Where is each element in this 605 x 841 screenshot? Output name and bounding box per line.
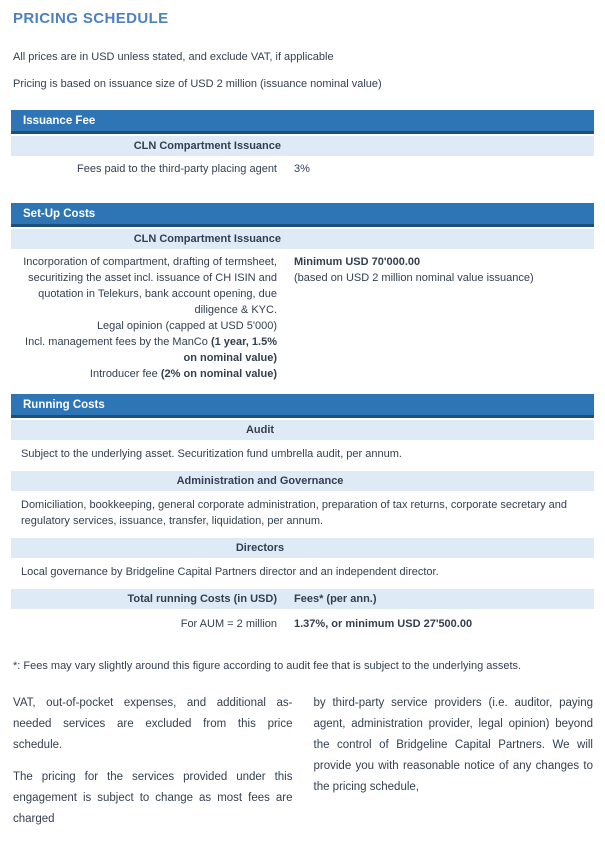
totals-row-value: 1.37%, or minimum USD 27'500.00 — [294, 618, 473, 630]
setup-introducer-fee-bold: (2% on nominal value) — [160, 368, 277, 380]
running-costs-header: Running Costs — [11, 394, 594, 418]
setup-costs-price — [287, 254, 594, 286]
setup-manco-fees-text — [11, 334, 277, 366]
setup-minimum-price: Minimum USD 70'000.00 — [294, 256, 421, 268]
totals-header-value: Fees* (per ann.) — [294, 593, 377, 605]
bottom-right-paragraph-1: by third-party service providers (i.e. auditor, paying agent, administration provider, legal opinion) beyond the control of Bridgeline Capital Partners. We will provide you with reasonable notice of any changes to the pricing schedule, — [313, 697, 593, 793]
issuance-fee-row-value: 3% — [294, 163, 310, 175]
directors-subheader: Directors — [235, 542, 285, 554]
administration-subheader-row — [11, 471, 594, 491]
totals-value-row — [11, 609, 594, 630]
bottom-left-paragraph-1: VAT, out-of-pocket expenses, and additional as-needed services are excluded from this price schedule. — [13, 697, 293, 751]
page-title: PRICING SCHEDULE — [13, 10, 169, 27]
setup-introducer-fee-normal: Introducer fee — [89, 368, 161, 380]
directors-body: Local governance by Bridgeline Capital Partners director and an independent director. — [21, 566, 439, 578]
issuance-fee-subheader-row — [11, 136, 594, 156]
setup-costs-subheader: CLN Compartment Issuance — [133, 233, 281, 245]
setup-manco-fees-bold: (1 year, 1.5% on nominal value) — [183, 336, 277, 364]
setup-introducer-fee-text — [11, 366, 277, 382]
issuance-fee-subheader: CLN Compartment Issuance — [133, 140, 281, 152]
setup-costs-table — [11, 203, 594, 382]
setup-legal-opinion-text: Legal opinion (capped at USD 5'000) — [96, 320, 277, 332]
totals-row-label: For AUM = 2 million — [180, 618, 277, 630]
issuance-fee-row — [11, 156, 594, 177]
intro-line-2: Pricing is based on issuance size of USD 2 million (issuance nominal value) — [13, 78, 382, 90]
issuance-fee-table — [11, 110, 594, 177]
administration-body: Domiciliation, bookkeeping, general corporate administration, preparation of tax returns, corporate secretary and regulatory services, issuance, transfer, liquidation, per annum. — [21, 499, 568, 527]
audit-subheader: Audit — [245, 424, 275, 436]
setup-incorporation-text: Incorporation of compartment, drafting of termsheet, securitizing the asset incl. issuance of CH ISIN and quotation in Telekurs, bank account opening, due diligence & KYC. — [23, 256, 277, 316]
setup-costs-header: Set-Up Costs — [11, 203, 594, 227]
running-costs-table — [11, 394, 594, 630]
totals-header-row — [11, 589, 594, 609]
setup-price-basis: (based on USD 2 million nominal value issuance) — [294, 272, 534, 284]
totals-header-label: Total running Costs (in USD) — [127, 593, 277, 605]
audit-subheader-row — [11, 420, 594, 440]
footnote: *: Fees may vary slightly around this figure according to audit fee that is subject to the underlying assets. — [13, 660, 522, 672]
issuance-fee-header: Issuance Fee — [11, 110, 594, 134]
audit-body: Subject to the underlying asset. Securitization fund umbrella audit, per annum. — [21, 448, 402, 460]
bottom-right-column — [314, 693, 594, 841]
intro-line-1: All prices are in USD unless stated, and exclude VAT, if applicable — [13, 51, 334, 63]
bottom-text-block — [13, 693, 593, 841]
setup-costs-row — [11, 249, 594, 382]
issuance-fee-row-label: Fees paid to the third-party placing agent — [77, 163, 277, 175]
directors-subheader-row — [11, 538, 594, 558]
bottom-left-paragraph-2: The pricing for the services provided under this engagement is subject to change as most fees are charged — [13, 771, 293, 825]
setup-costs-description — [11, 254, 287, 382]
bottom-left-column — [13, 693, 293, 841]
setup-costs-subheader-row — [11, 229, 594, 249]
setup-manco-fees-normal: Incl. management fees by the ManCo — [25, 336, 211, 348]
administration-subheader: Administration and Governance — [176, 475, 344, 487]
